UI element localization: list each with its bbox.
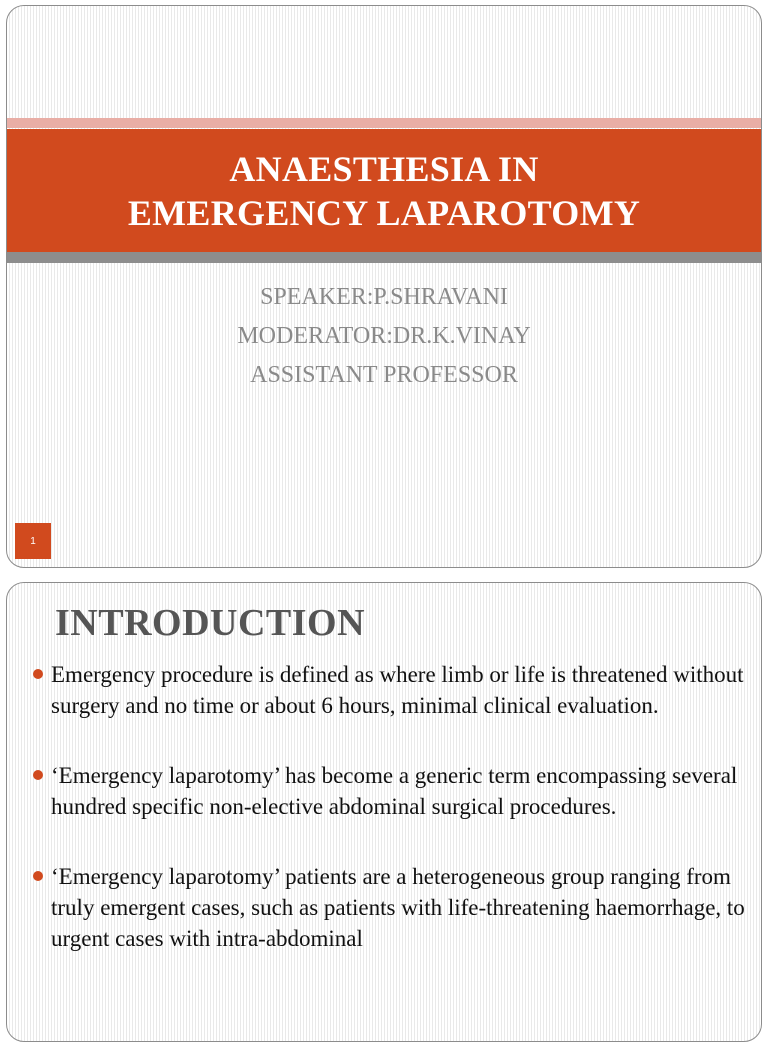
- bullet-dot-icon: [33, 770, 43, 780]
- speaker-line: SPEAKER:P.SHRAVANI: [260, 284, 508, 310]
- bullet-text: ‘Emergency laparotomy’ has become a generic term encompassing several hundred specific non-elective abdominal surgical procedures.: [51, 763, 738, 819]
- introduction-slide: [6, 582, 762, 1042]
- introduction-heading: INTRODUCTION: [55, 602, 366, 644]
- bullet-text: ‘Emergency laparotomy’ patients are a heterogeneous group ranging from truly emergent cases, such as patients with life-threatening haemorrhage, to urgent cases with intra-abdominal: [51, 864, 745, 951]
- designation-line: ASSISTANT PROFESSOR: [250, 362, 518, 388]
- slide-title-line-1: ANAESTHESIA IN: [229, 148, 539, 189]
- list-item: [33, 659, 751, 721]
- list-item: [33, 861, 751, 954]
- bullet-dot-icon: [33, 669, 43, 679]
- moderator-line: MODERATOR:DR.K.VINAY: [237, 323, 531, 349]
- title-band-bottom-stripe: [7, 252, 761, 263]
- slide-number-badge: 1: [15, 523, 51, 559]
- title-slide: [6, 5, 762, 568]
- bullet-list: [33, 659, 751, 993]
- subtitle-block: [7, 278, 761, 395]
- title-band: [7, 129, 761, 252]
- list-item: [33, 760, 751, 822]
- title-band-top-stripe: [7, 118, 761, 128]
- slide-title-line-2: EMERGENCY LAPAROTOMY: [127, 192, 641, 233]
- bullet-text: Emergency procedure is defined as where limb or life is threatened without surgery and no time or about 6 hours, minimal clinical evaluation.: [51, 662, 744, 718]
- bullet-dot-icon: [33, 871, 43, 881]
